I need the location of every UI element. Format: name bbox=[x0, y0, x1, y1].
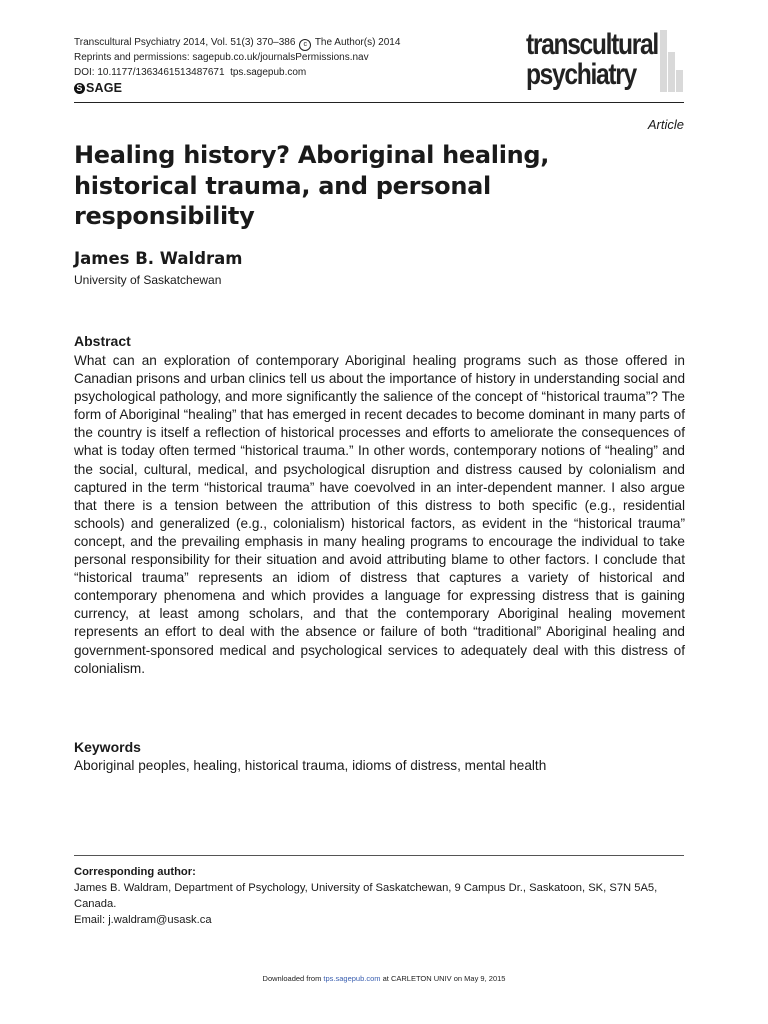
copyright-icon: c bbox=[299, 39, 311, 51]
corresponding-author-address: James B. Waldram, Department of Psychology, University of Saskatchewan, 9 Campus Dr., Saskatoon, SK, S7N 5A5, Canada. bbox=[74, 882, 658, 910]
abstract-heading: Abstract bbox=[74, 333, 131, 349]
corresponding-author-email[interactable]: Email: j.waldram@usask.ca bbox=[74, 914, 212, 926]
author-affiliation: University of Saskatchewan bbox=[74, 273, 222, 287]
masthead bbox=[74, 28, 684, 102]
journal-wordmark-line2: psychiatry bbox=[526, 58, 636, 91]
journal-wordmark-line1: transcultural bbox=[526, 28, 658, 61]
footnote-rule bbox=[74, 855, 684, 856]
reprints-info: Reprints and permissions: sagepub.co.uk/journalsPermissions.nav bbox=[74, 52, 369, 63]
abstract-text: What can an exploration of contemporary Aboriginal healing programs such as those offered in Canadian prisons and urban clinics tell us about the importance of history in understanding social and psychological pathology, and more significantly the salience of the concept of “historical trauma”? The form of Aboriginal “healing” that has emerged in recent decades to become dominant in many parts of the country is itself a reflection of historical processes and efforts to ameliorate the consequences of what is today often termed “historical trauma.” In other words, contemporary notions of “healing” and the social, cultural, medical, and psychological disruption and distress caused by colonialism and captured in the term “historical trauma” have coevolved in an inter-dependent manner. I also argue that there is a tension between the attribution of this distress to both specific (e.g., residential schools) and generalized (e.g., colonialism) historical factors, as evident in the “historical trauma” concept, and the prevailing emphasis in many healing programs to encourage the individual to take personal responsibility for their situation and avoid attributing blame to other factors. I conclude that “historical trauma” represents an idiom of distress that captures a variety of historical and contemporary phenomena and which provides a language for expressing distress that is gaining currency, at least among scholars, and that the contemporary Aboriginal healing movement represents an effort to deal with the absence or failure of both “traditional” Aboriginal healing and government-sponsored medical and psychological services to adequately deal with this distress of colonialism. bbox=[74, 353, 685, 676]
copyright-text: The Author(s) 2014 bbox=[314, 37, 401, 48]
citation: Transcultural Psychiatry 2014, Vol. 51(3) 370–386 bbox=[74, 37, 296, 48]
journal-wordmark bbox=[526, 30, 658, 90]
journal-bars-icon bbox=[660, 30, 684, 92]
header-rule bbox=[74, 102, 684, 103]
article-type-label: Article bbox=[647, 117, 684, 132]
article-title: Healing history? Aboriginal healing, historical trauma, and personal responsibility bbox=[74, 141, 550, 230]
keywords-text: Aboriginal peoples, healing, historical trauma, idioms of distress, mental health bbox=[74, 758, 547, 773]
sage-icon: S bbox=[74, 83, 85, 94]
download-footer bbox=[0, 974, 768, 983]
footer-prefix: Downloaded from bbox=[262, 974, 322, 983]
doi: DOI: 10.1177/1363461513487671 bbox=[74, 66, 225, 78]
journal-logo bbox=[497, 30, 684, 92]
publisher-name: SAGE bbox=[86, 81, 123, 95]
journal-website[interactable]: tps.sagepub.com bbox=[230, 66, 307, 78]
corresponding-author bbox=[74, 864, 689, 928]
corresponding-author-heading: Corresponding author: bbox=[74, 866, 196, 878]
footer-suffix: at CARLETON UNIV on May 9, 2015 bbox=[382, 974, 506, 983]
keywords-heading: Keywords bbox=[74, 739, 141, 755]
author-name: James B. Waldram bbox=[74, 249, 243, 268]
footer-link[interactable]: tps.sagepub.com bbox=[323, 974, 381, 983]
